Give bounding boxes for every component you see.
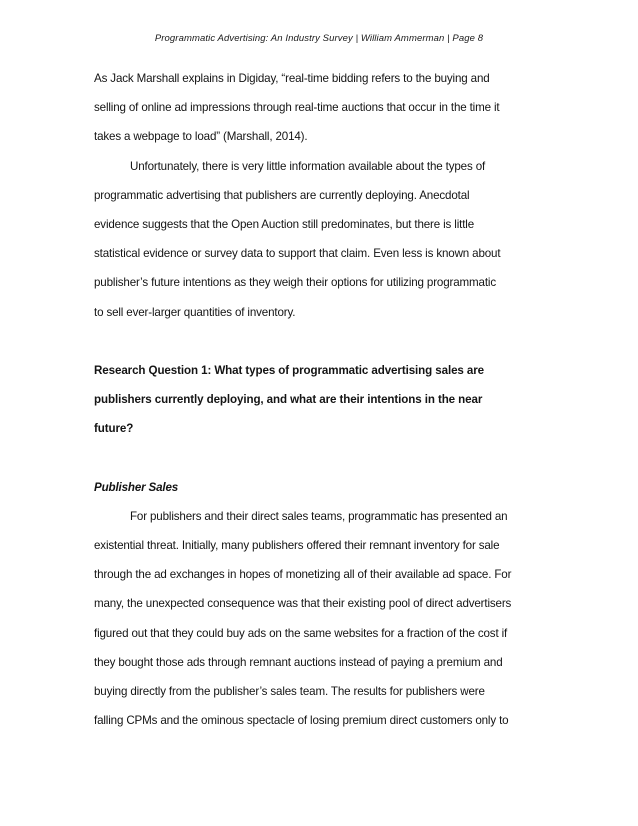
paragraph-line: As Jack Marshall explains in Digiday, “real-time bidding refers to the buying and [94,72,490,85]
paragraph-line: to sell ever-larger quantities of inventory. [94,305,296,319]
paragraph-line: For publishers and their direct sales teams, programmatic has presented an [130,509,508,523]
paragraph-line: existential threat. Initially, many publishers offered their remnant inventory for sale [94,539,500,552]
research-question-line: publishers currently deploying, and what are their intentions in the near [94,393,483,407]
paragraph-line: evidence suggests that the Open Auction still predominates, but there is little [94,217,474,231]
paragraph-line: through the ad exchanges in hopes of monetizing all of their available ad space. For [94,568,512,582]
paragraph-line: Unfortunately, there is very little information available about the types of [130,159,486,173]
paragraph-line: buying directly from the publisher’s sales team. The results for publishers were [94,684,485,698]
paragraph-line: statistical evidence or survey data to support that claim. Even less is known about [94,247,501,261]
paragraph-line: falling CPMs and the ominous spectacle of losing premium direct customers only to [94,714,509,728]
blank-line [94,327,554,356]
paragraph-line: takes a webpage to load” (Marshall, 2014). [94,130,308,144]
research-question-line: future? [94,422,134,436]
section-heading: Publisher Sales [94,480,179,494]
body-text [94,64,554,735]
blank-line [94,443,554,472]
paragraph-line: figured out that they could buy ads on the same websites for a fraction of the cost if [94,626,508,640]
research-question-line: Research Question 1: What types of programmatic advertising sales are [94,363,484,377]
paragraph-line: publisher’s future intentions as they weigh their options for utilizing programmatic [94,276,496,290]
paragraph-line: programmatic advertising that publishers are currently deploying. Anecdotal [94,188,470,202]
paragraph-line: selling of online ad impressions through real-time auctions that occur in the time it [94,101,500,115]
paragraph-line: many, the unexpected consequence was that their existing pool of direct advertisers [94,597,512,611]
paragraph-line: they bought those ads through remnant auctions instead of paying a premium and [94,655,503,669]
running-header: Programmatic Advertising: An Industry Survey | William Ammerman | Page 8 [154,33,484,44]
